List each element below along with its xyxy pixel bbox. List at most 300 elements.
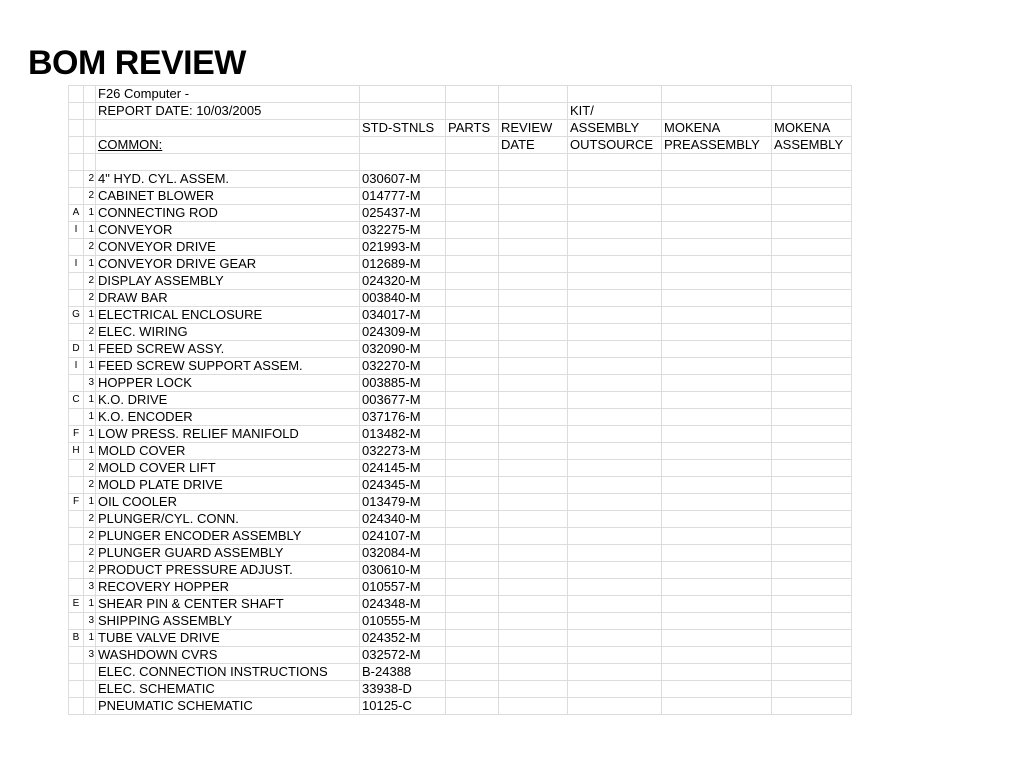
group-code bbox=[69, 613, 84, 630]
table-row bbox=[69, 341, 852, 358]
table-row bbox=[69, 409, 852, 426]
part-description: CABINET BLOWER bbox=[96, 188, 360, 205]
part-number: 024340-M bbox=[360, 511, 446, 528]
cell bbox=[69, 103, 84, 120]
cell bbox=[446, 511, 499, 528]
cell bbox=[568, 613, 662, 630]
table-row bbox=[69, 358, 852, 375]
part-number: 025437-M bbox=[360, 205, 446, 222]
cell bbox=[499, 494, 568, 511]
column-header-preassembly: PREASSEMBLY bbox=[662, 137, 772, 154]
part-number: 012689-M bbox=[360, 256, 446, 273]
part-description: PLUNGER/CYL. CONN. bbox=[96, 511, 360, 528]
part-number: 024352-M bbox=[360, 630, 446, 647]
group-code bbox=[69, 579, 84, 596]
part-number: 024309-M bbox=[360, 324, 446, 341]
spacer-row bbox=[69, 154, 852, 171]
cell bbox=[499, 171, 568, 188]
cell bbox=[446, 698, 499, 715]
cell bbox=[772, 188, 852, 205]
cell bbox=[772, 409, 852, 426]
part-number: 33938-D bbox=[360, 681, 446, 698]
quantity: 1 bbox=[84, 443, 96, 460]
cell bbox=[772, 86, 852, 103]
quantity: 1 bbox=[84, 307, 96, 324]
table-row bbox=[69, 188, 852, 205]
cell bbox=[662, 392, 772, 409]
part-number: 034017-M bbox=[360, 307, 446, 324]
cell bbox=[662, 307, 772, 324]
quantity: 1 bbox=[84, 409, 96, 426]
part-description: DRAW BAR bbox=[96, 290, 360, 307]
group-code bbox=[69, 511, 84, 528]
cell bbox=[568, 664, 662, 681]
table-row bbox=[69, 239, 852, 256]
cell bbox=[662, 154, 772, 171]
cell bbox=[772, 171, 852, 188]
group-code bbox=[69, 290, 84, 307]
header-row bbox=[69, 120, 852, 137]
quantity: 2 bbox=[84, 562, 96, 579]
quantity: 3 bbox=[84, 613, 96, 630]
cell bbox=[772, 596, 852, 613]
cell bbox=[772, 324, 852, 341]
group-code: I bbox=[69, 358, 84, 375]
part-description: FEED SCREW ASSY. bbox=[96, 341, 360, 358]
cell bbox=[499, 613, 568, 630]
column-header-assembly: ASSEMBLY bbox=[772, 137, 852, 154]
cell bbox=[772, 222, 852, 239]
column-header-std-stnls: STD-STNLS bbox=[360, 120, 446, 137]
cell bbox=[499, 256, 568, 273]
cell bbox=[446, 409, 499, 426]
part-description: OIL COOLER bbox=[96, 494, 360, 511]
cell bbox=[662, 664, 772, 681]
table-row bbox=[69, 630, 852, 647]
group-code: B bbox=[69, 630, 84, 647]
column-header-outsource: OUTSOURCE bbox=[568, 137, 662, 154]
cell bbox=[662, 477, 772, 494]
column-header-kit: KIT/ bbox=[568, 103, 662, 120]
cell bbox=[499, 154, 568, 171]
part-description: MOLD COVER bbox=[96, 443, 360, 460]
part-description: PLUNGER ENCODER ASSEMBLY bbox=[96, 528, 360, 545]
cell bbox=[446, 681, 499, 698]
part-description: RECOVERY HOPPER bbox=[96, 579, 360, 596]
cell bbox=[662, 324, 772, 341]
cell bbox=[499, 273, 568, 290]
cell bbox=[446, 494, 499, 511]
part-description: MOLD COVER LIFT bbox=[96, 460, 360, 477]
table-row bbox=[69, 647, 852, 664]
cell bbox=[662, 596, 772, 613]
cell bbox=[568, 477, 662, 494]
quantity: 3 bbox=[84, 579, 96, 596]
table-row bbox=[69, 273, 852, 290]
cell bbox=[499, 579, 568, 596]
cell bbox=[446, 103, 499, 120]
cell bbox=[568, 375, 662, 392]
cell bbox=[662, 443, 772, 460]
group-code: A bbox=[69, 205, 84, 222]
table-row bbox=[69, 545, 852, 562]
group-code: H bbox=[69, 443, 84, 460]
cell bbox=[772, 392, 852, 409]
table-row bbox=[69, 307, 852, 324]
cell bbox=[772, 545, 852, 562]
cell bbox=[84, 120, 96, 137]
cell bbox=[662, 681, 772, 698]
cell bbox=[446, 562, 499, 579]
part-description: ELECTRICAL ENCLOSURE bbox=[96, 307, 360, 324]
cell bbox=[662, 290, 772, 307]
cell bbox=[96, 120, 360, 137]
cell bbox=[662, 562, 772, 579]
table-row bbox=[69, 698, 852, 715]
column-header-kit-assembly: ASSEMBLY bbox=[568, 120, 662, 137]
group-code: I bbox=[69, 222, 84, 239]
table-row bbox=[69, 511, 852, 528]
column-header-review-date: DATE bbox=[499, 137, 568, 154]
cell bbox=[499, 324, 568, 341]
part-description: LOW PRESS. RELIEF MANIFOLD bbox=[96, 426, 360, 443]
cell bbox=[499, 222, 568, 239]
cell bbox=[662, 647, 772, 664]
part-number: 032270-M bbox=[360, 358, 446, 375]
cell bbox=[446, 273, 499, 290]
group-code: C bbox=[69, 392, 84, 409]
part-description: DISPLAY ASSEMBLY bbox=[96, 273, 360, 290]
bom-table-body bbox=[69, 86, 852, 715]
cell bbox=[568, 562, 662, 579]
cell bbox=[662, 375, 772, 392]
cell bbox=[568, 205, 662, 222]
cell bbox=[69, 154, 84, 171]
cell bbox=[446, 443, 499, 460]
quantity: 1 bbox=[84, 392, 96, 409]
bom-table bbox=[68, 85, 852, 715]
table-row bbox=[69, 681, 852, 698]
cell bbox=[568, 324, 662, 341]
cell bbox=[772, 154, 852, 171]
part-description: CONVEYOR DRIVE bbox=[96, 239, 360, 256]
cell bbox=[499, 562, 568, 579]
cell bbox=[662, 698, 772, 715]
group-code: I bbox=[69, 256, 84, 273]
part-number: 024348-M bbox=[360, 596, 446, 613]
part-number: 013479-M bbox=[360, 494, 446, 511]
quantity: 1 bbox=[84, 630, 96, 647]
table-row bbox=[69, 596, 852, 613]
cell bbox=[446, 256, 499, 273]
cell bbox=[499, 545, 568, 562]
cell bbox=[499, 290, 568, 307]
cell bbox=[772, 477, 852, 494]
cell bbox=[772, 681, 852, 698]
section-label: COMMON: bbox=[96, 137, 360, 154]
cell bbox=[772, 239, 852, 256]
group-code: E bbox=[69, 596, 84, 613]
column-header-mokena-asm: MOKENA bbox=[772, 120, 852, 137]
cell bbox=[568, 681, 662, 698]
cell bbox=[662, 273, 772, 290]
cell bbox=[662, 511, 772, 528]
quantity: 1 bbox=[84, 358, 96, 375]
cell bbox=[662, 256, 772, 273]
group-code: D bbox=[69, 341, 84, 358]
cell bbox=[568, 647, 662, 664]
cell bbox=[772, 426, 852, 443]
cell bbox=[568, 290, 662, 307]
cell bbox=[662, 358, 772, 375]
cell bbox=[446, 86, 499, 103]
cell bbox=[446, 205, 499, 222]
table-row bbox=[69, 256, 852, 273]
quantity: 1 bbox=[84, 426, 96, 443]
cell bbox=[662, 171, 772, 188]
cell bbox=[84, 137, 96, 154]
quantity: 1 bbox=[84, 205, 96, 222]
cell bbox=[662, 426, 772, 443]
quantity: 1 bbox=[84, 222, 96, 239]
cell bbox=[446, 392, 499, 409]
cell bbox=[499, 477, 568, 494]
cell bbox=[69, 120, 84, 137]
table-row bbox=[69, 664, 852, 681]
quantity bbox=[84, 664, 96, 681]
cell bbox=[568, 579, 662, 596]
quantity: 2 bbox=[84, 545, 96, 562]
header-row bbox=[69, 137, 852, 154]
cell bbox=[772, 460, 852, 477]
cell bbox=[446, 290, 499, 307]
part-number: 013482-M bbox=[360, 426, 446, 443]
quantity: 1 bbox=[84, 494, 96, 511]
group-code bbox=[69, 477, 84, 494]
quantity: 2 bbox=[84, 460, 96, 477]
table-row bbox=[69, 562, 852, 579]
cell bbox=[772, 103, 852, 120]
group-code: F bbox=[69, 494, 84, 511]
cell bbox=[568, 630, 662, 647]
cell bbox=[446, 664, 499, 681]
cell bbox=[446, 477, 499, 494]
cell bbox=[446, 188, 499, 205]
group-code bbox=[69, 273, 84, 290]
cell bbox=[662, 494, 772, 511]
quantity: 2 bbox=[84, 171, 96, 188]
group-code bbox=[69, 171, 84, 188]
group-code bbox=[69, 188, 84, 205]
part-number: 024145-M bbox=[360, 460, 446, 477]
group-code bbox=[69, 562, 84, 579]
table-row bbox=[69, 426, 852, 443]
group-code bbox=[69, 528, 84, 545]
part-description: K.O. DRIVE bbox=[96, 392, 360, 409]
cell bbox=[499, 341, 568, 358]
part-number: 032090-M bbox=[360, 341, 446, 358]
report-name: F26 Computer - bbox=[96, 86, 360, 103]
part-number: 021993-M bbox=[360, 239, 446, 256]
part-description: TUBE VALVE DRIVE bbox=[96, 630, 360, 647]
cell bbox=[568, 426, 662, 443]
part-description: FEED SCREW SUPPORT ASSEM. bbox=[96, 358, 360, 375]
cell bbox=[568, 443, 662, 460]
quantity: 2 bbox=[84, 239, 96, 256]
group-code: G bbox=[69, 307, 84, 324]
part-number: 032275-M bbox=[360, 222, 446, 239]
cell bbox=[772, 341, 852, 358]
cell bbox=[446, 460, 499, 477]
cell bbox=[772, 562, 852, 579]
cell bbox=[568, 307, 662, 324]
cell bbox=[568, 188, 662, 205]
cell bbox=[446, 239, 499, 256]
cell bbox=[772, 256, 852, 273]
part-number: 037176-M bbox=[360, 409, 446, 426]
cell bbox=[499, 239, 568, 256]
quantity: 3 bbox=[84, 375, 96, 392]
part-number: 003885-M bbox=[360, 375, 446, 392]
cell bbox=[499, 698, 568, 715]
group-code: F bbox=[69, 426, 84, 443]
cell bbox=[499, 375, 568, 392]
cell bbox=[446, 307, 499, 324]
cell bbox=[446, 647, 499, 664]
cell bbox=[499, 460, 568, 477]
part-number: 024107-M bbox=[360, 528, 446, 545]
quantity: 2 bbox=[84, 188, 96, 205]
cell bbox=[499, 392, 568, 409]
part-number: 030610-M bbox=[360, 562, 446, 579]
quantity: 1 bbox=[84, 596, 96, 613]
quantity: 2 bbox=[84, 528, 96, 545]
cell bbox=[568, 494, 662, 511]
group-code bbox=[69, 375, 84, 392]
group-code bbox=[69, 239, 84, 256]
cell bbox=[360, 103, 446, 120]
cell bbox=[568, 171, 662, 188]
part-description: PLUNGER GUARD ASSEMBLY bbox=[96, 545, 360, 562]
part-description: 4" HYD. CYL. ASSEM. bbox=[96, 171, 360, 188]
group-code bbox=[69, 545, 84, 562]
part-description: HOPPER LOCK bbox=[96, 375, 360, 392]
part-description: ELEC. SCHEMATIC bbox=[96, 681, 360, 698]
cell bbox=[772, 273, 852, 290]
cell bbox=[772, 307, 852, 324]
cell bbox=[499, 188, 568, 205]
quantity: 1 bbox=[84, 256, 96, 273]
cell bbox=[772, 630, 852, 647]
cell bbox=[568, 154, 662, 171]
table-row bbox=[69, 205, 852, 222]
cell bbox=[568, 511, 662, 528]
cell bbox=[662, 409, 772, 426]
cell bbox=[662, 613, 772, 630]
group-code bbox=[69, 698, 84, 715]
cell bbox=[446, 154, 499, 171]
cell bbox=[662, 579, 772, 596]
part-description: MOLD PLATE DRIVE bbox=[96, 477, 360, 494]
part-number: 010555-M bbox=[360, 613, 446, 630]
cell bbox=[84, 103, 96, 120]
cell bbox=[69, 86, 84, 103]
cell bbox=[772, 528, 852, 545]
cell bbox=[446, 324, 499, 341]
table-row bbox=[69, 528, 852, 545]
cell bbox=[69, 137, 84, 154]
cell bbox=[499, 647, 568, 664]
quantity bbox=[84, 698, 96, 715]
table-row bbox=[69, 171, 852, 188]
cell bbox=[772, 358, 852, 375]
cell bbox=[662, 630, 772, 647]
cell bbox=[568, 528, 662, 545]
quantity: 1 bbox=[84, 341, 96, 358]
cell bbox=[360, 154, 446, 171]
cell bbox=[568, 273, 662, 290]
quantity bbox=[84, 681, 96, 698]
cell bbox=[772, 647, 852, 664]
cell bbox=[446, 528, 499, 545]
cell bbox=[568, 222, 662, 239]
part-number: 010557-M bbox=[360, 579, 446, 596]
cell bbox=[360, 137, 446, 154]
part-number: 003677-M bbox=[360, 392, 446, 409]
part-description: CONVEYOR bbox=[96, 222, 360, 239]
table-row bbox=[69, 460, 852, 477]
cell bbox=[772, 205, 852, 222]
header-row bbox=[69, 86, 852, 103]
cell bbox=[446, 375, 499, 392]
cell bbox=[446, 579, 499, 596]
cell bbox=[446, 596, 499, 613]
cell bbox=[499, 443, 568, 460]
table-row bbox=[69, 375, 852, 392]
table-row bbox=[69, 494, 852, 511]
cell bbox=[568, 86, 662, 103]
cell bbox=[446, 426, 499, 443]
cell bbox=[499, 307, 568, 324]
cell bbox=[446, 613, 499, 630]
cell bbox=[662, 460, 772, 477]
cell bbox=[568, 409, 662, 426]
part-number: 030607-M bbox=[360, 171, 446, 188]
header-row bbox=[69, 103, 852, 120]
part-description: PRODUCT PRESSURE ADJUST. bbox=[96, 562, 360, 579]
part-description: PNEUMATIC SCHEMATIC bbox=[96, 698, 360, 715]
cell bbox=[772, 511, 852, 528]
group-code bbox=[69, 647, 84, 664]
table-row bbox=[69, 290, 852, 307]
cell bbox=[772, 613, 852, 630]
cell bbox=[446, 358, 499, 375]
part-number: 032572-M bbox=[360, 647, 446, 664]
part-description: CONNECTING ROD bbox=[96, 205, 360, 222]
part-number: 10125-C bbox=[360, 698, 446, 715]
cell bbox=[568, 239, 662, 256]
cell bbox=[84, 86, 96, 103]
cell bbox=[662, 341, 772, 358]
cell bbox=[446, 171, 499, 188]
table-row bbox=[69, 324, 852, 341]
cell bbox=[84, 154, 96, 171]
cell bbox=[772, 290, 852, 307]
column-header-review: REVIEW bbox=[499, 120, 568, 137]
quantity: 3 bbox=[84, 647, 96, 664]
quantity: 2 bbox=[84, 511, 96, 528]
part-number: 032273-M bbox=[360, 443, 446, 460]
